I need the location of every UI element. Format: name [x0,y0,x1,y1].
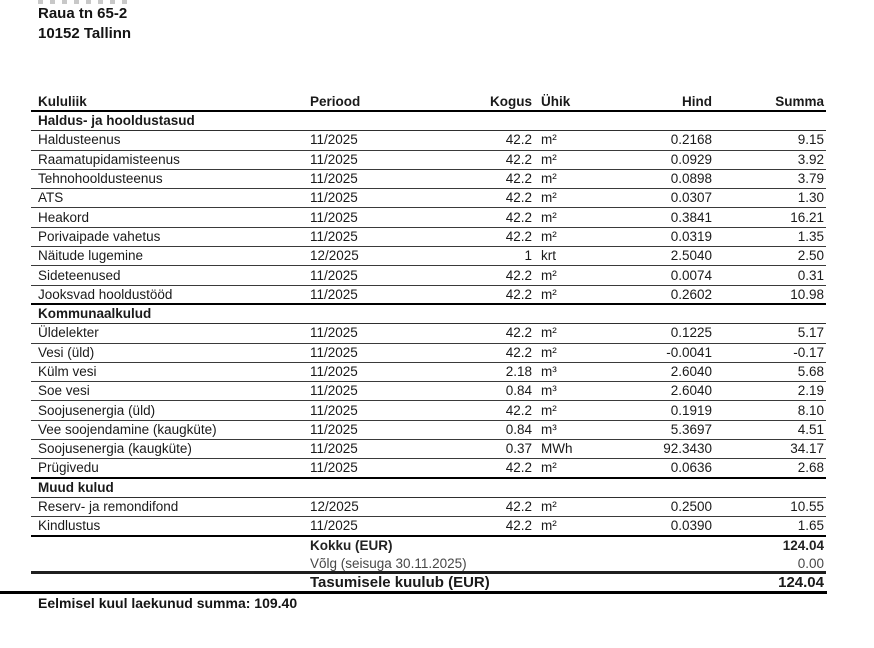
volg-value: 0.00 [797,556,824,572]
cell-price: 5.3697 [670,421,712,437]
section-title [31,112,826,131]
cell-unit: m² [541,499,557,515]
cell-period: 11/2025 [310,132,358,148]
cell-sum: -0.17 [793,344,824,360]
table-row [31,440,826,459]
cell-unit: krt [541,248,556,264]
cost-item-name: ATS [38,190,64,206]
table-row [31,247,826,266]
cell-period: 11/2025 [310,325,358,341]
cell-quantity: 42.2 [505,460,532,476]
cell-period: 11/2025 [310,518,358,534]
cost-item-name: Vee soojendamine (kaugküte) [38,421,217,437]
cell-quantity: 42.2 [505,402,532,418]
cell-price: 0.0319 [670,228,712,244]
cell-price: 0.0390 [670,518,712,534]
cell-period: 11/2025 [310,209,358,225]
cell-quantity: 42.2 [505,171,532,187]
table-row [31,517,826,536]
cell-period: 11/2025 [310,402,358,418]
bottom-rule [0,591,827,594]
cell-sum: 8.10 [797,402,824,418]
cell-period: 12/2025 [310,248,359,264]
cell-period: 11/2025 [310,171,358,187]
cell-price: 0.0636 [670,460,712,476]
table-row [31,208,826,227]
section-title-label: Kommunaalkulud [38,306,152,322]
header-hind: Hind [682,94,712,109]
table-row [31,421,826,440]
cell-unit: MWh [541,441,573,457]
cell-unit: m² [541,460,557,476]
table-row [31,401,826,420]
table-row [31,363,826,382]
cell-quantity: 42.2 [505,190,532,206]
cell-sum: 1.30 [797,190,824,206]
cell-quantity: 42.2 [505,344,532,360]
cell-quantity: 0.37 [505,441,532,457]
table-row [31,266,826,285]
cell-sum: 16.21 [790,209,824,225]
cell-sum: 2.19 [797,383,824,399]
cell-period: 11/2025 [310,364,358,379]
cost-item-name: Soojusenergia (kaugküte) [38,441,192,457]
cell-price: 0.1225 [670,325,712,341]
cell-quantity: 42.2 [505,325,532,341]
table-row [31,324,826,343]
cell-period: 11/2025 [310,286,358,302]
cost-item-name: Soojusenergia (üld) [38,402,156,418]
cell-unit: m² [541,286,557,302]
table-row [31,286,826,305]
cell-quantity: 42.2 [505,228,532,244]
cost-item-name: Näitude lugemine [38,248,144,264]
cell-period: 11/2025 [310,460,358,476]
cell-unit: m³ [541,421,557,437]
cell-unit: m² [541,228,557,244]
table-row [31,170,826,189]
cell-price: 0.1919 [670,402,712,418]
cell-sum: 10.98 [790,286,824,302]
cell-price: 0.0898 [670,171,712,187]
cost-item-name: Sideteenused [38,267,121,283]
table-row [31,228,826,247]
cell-unit: m² [541,267,557,283]
cell-price: 0.2602 [670,286,712,302]
cost-item-name: Porivaipade vahetus [38,228,161,244]
cell-sum: 0.31 [797,267,824,283]
cell-price: 0.0929 [670,151,712,167]
header-uhik: Ühik [541,94,571,109]
total-row-volg [31,555,826,574]
cell-unit: m² [541,518,557,534]
tasumisele-label: Tasumisele kuulub (EUR) [310,574,490,592]
cost-item-name: Haldusteenus [38,132,121,148]
cell-period: 11/2025 [310,383,358,399]
table-header-row [31,92,826,112]
header-kululiik: Kululiik [38,94,87,109]
cost-item-name: Üldelekter [38,325,99,341]
cell-price: 0.3841 [670,209,712,225]
table-row [31,344,826,363]
cell-period: 11/2025 [310,421,358,437]
cell-price: 2.5040 [670,248,712,264]
cell-unit: m² [541,344,557,360]
cell-unit: m² [541,190,557,206]
cell-unit: m² [541,325,557,341]
cell-period: 11/2025 [310,441,358,457]
cost-item-name: Reserv- ja remondifond [38,499,179,515]
cost-item-name: Jooksvad hooldustööd [38,286,173,302]
cost-item-name: Raamatupidamisteenus [38,151,180,167]
cell-sum: 5.17 [797,325,824,341]
cell-quantity: 42.2 [505,132,532,148]
kokku-label: Kokku (EUR) [310,537,393,553]
cell-unit: m² [541,132,557,148]
total-row-kokku [31,537,826,556]
cell-unit: m² [541,209,557,225]
cell-sum: 2.50 [797,248,824,264]
cell-price: 0.2168 [670,132,712,148]
kokku-value: 124.04 [782,537,824,553]
table-row [31,131,826,150]
cell-unit: m² [541,402,557,418]
cell-price: -0.0041 [666,344,712,360]
cost-item-name: Külm vesi [38,364,97,379]
cell-quantity: 42.2 [505,286,532,302]
table-row [31,382,826,401]
volg-label: Võlg (seisuga 30.11.2025) [310,556,467,572]
cell-price: 0.0074 [670,267,712,283]
cell-quantity: 0.84 [505,383,532,399]
cell-quantity: 42.2 [505,267,532,283]
cost-item-name: Prügivedu [38,460,99,476]
cell-price: 2.6040 [670,383,712,399]
cell-unit: m³ [541,364,557,379]
cell-unit: m² [541,171,557,187]
cell-unit: m² [541,151,557,167]
cell-price: 2.6040 [670,364,712,379]
cell-period: 11/2025 [310,151,358,167]
total-row-tasumisele [31,574,826,593]
tasumisele-value: 124.04 [778,574,824,592]
cell-sum: 1.65 [797,518,824,534]
cell-period: 11/2025 [310,267,358,283]
cost-item-name: Vesi (üld) [38,344,95,360]
section-title [31,305,826,324]
address-street: Raua tn 65-2 [38,5,128,22]
cell-quantity: 2.18 [505,364,532,379]
table-body [31,112,826,537]
cell-quantity: 0.84 [505,421,532,437]
cell-price: 92.3430 [663,441,712,457]
cell-sum: 4.51 [797,421,824,437]
header-summa: Summa [775,94,824,109]
recipient-address [38,4,131,44]
cost-item-name: Kindlustus [38,518,101,534]
cell-sum: 10.55 [790,499,824,515]
cell-price: 0.2500 [670,499,712,515]
cost-item-name: Heakord [38,209,90,225]
cell-quantity: 42.2 [505,209,532,225]
table-row [31,151,826,170]
section-title [31,479,826,498]
cell-price: 0.0307 [670,190,712,206]
cost-item-name: Soe vesi [38,383,90,399]
cell-quantity: 1 [524,248,532,264]
cell-sum: 2.68 [797,460,824,476]
cell-sum: 3.79 [797,171,824,187]
cell-quantity: 42.2 [505,151,532,167]
cell-quantity: 42.2 [505,518,532,534]
cell-sum: 34.17 [790,441,824,457]
header-kogus: Kogus [490,94,532,109]
header-periood: Periood [310,94,361,109]
table-row [31,498,826,517]
invoice-table [31,92,826,593]
table-row [31,459,826,478]
cell-period: 11/2025 [310,344,358,360]
table-row [31,189,826,208]
previous-payment-note: Eelmisel kuul laekunud summa: 109.40 [38,595,298,611]
cell-sum: 3.92 [797,151,824,167]
cost-item-name: Tehnohooldusteenus [38,171,163,187]
cell-unit: m³ [541,383,557,399]
cell-period: 11/2025 [310,190,358,206]
cell-sum: 5.68 [797,364,824,379]
cell-quantity: 42.2 [505,499,532,515]
cell-period: 11/2025 [310,228,358,244]
section-title-label: Muud kulud [38,479,114,495]
cell-sum: 9.15 [797,132,824,148]
cell-period: 12/2025 [310,499,359,515]
cell-sum: 1.35 [797,228,824,244]
section-title-label: Haldus- ja hooldustasud [38,113,195,129]
address-city: 10152 Tallinn [38,25,132,42]
